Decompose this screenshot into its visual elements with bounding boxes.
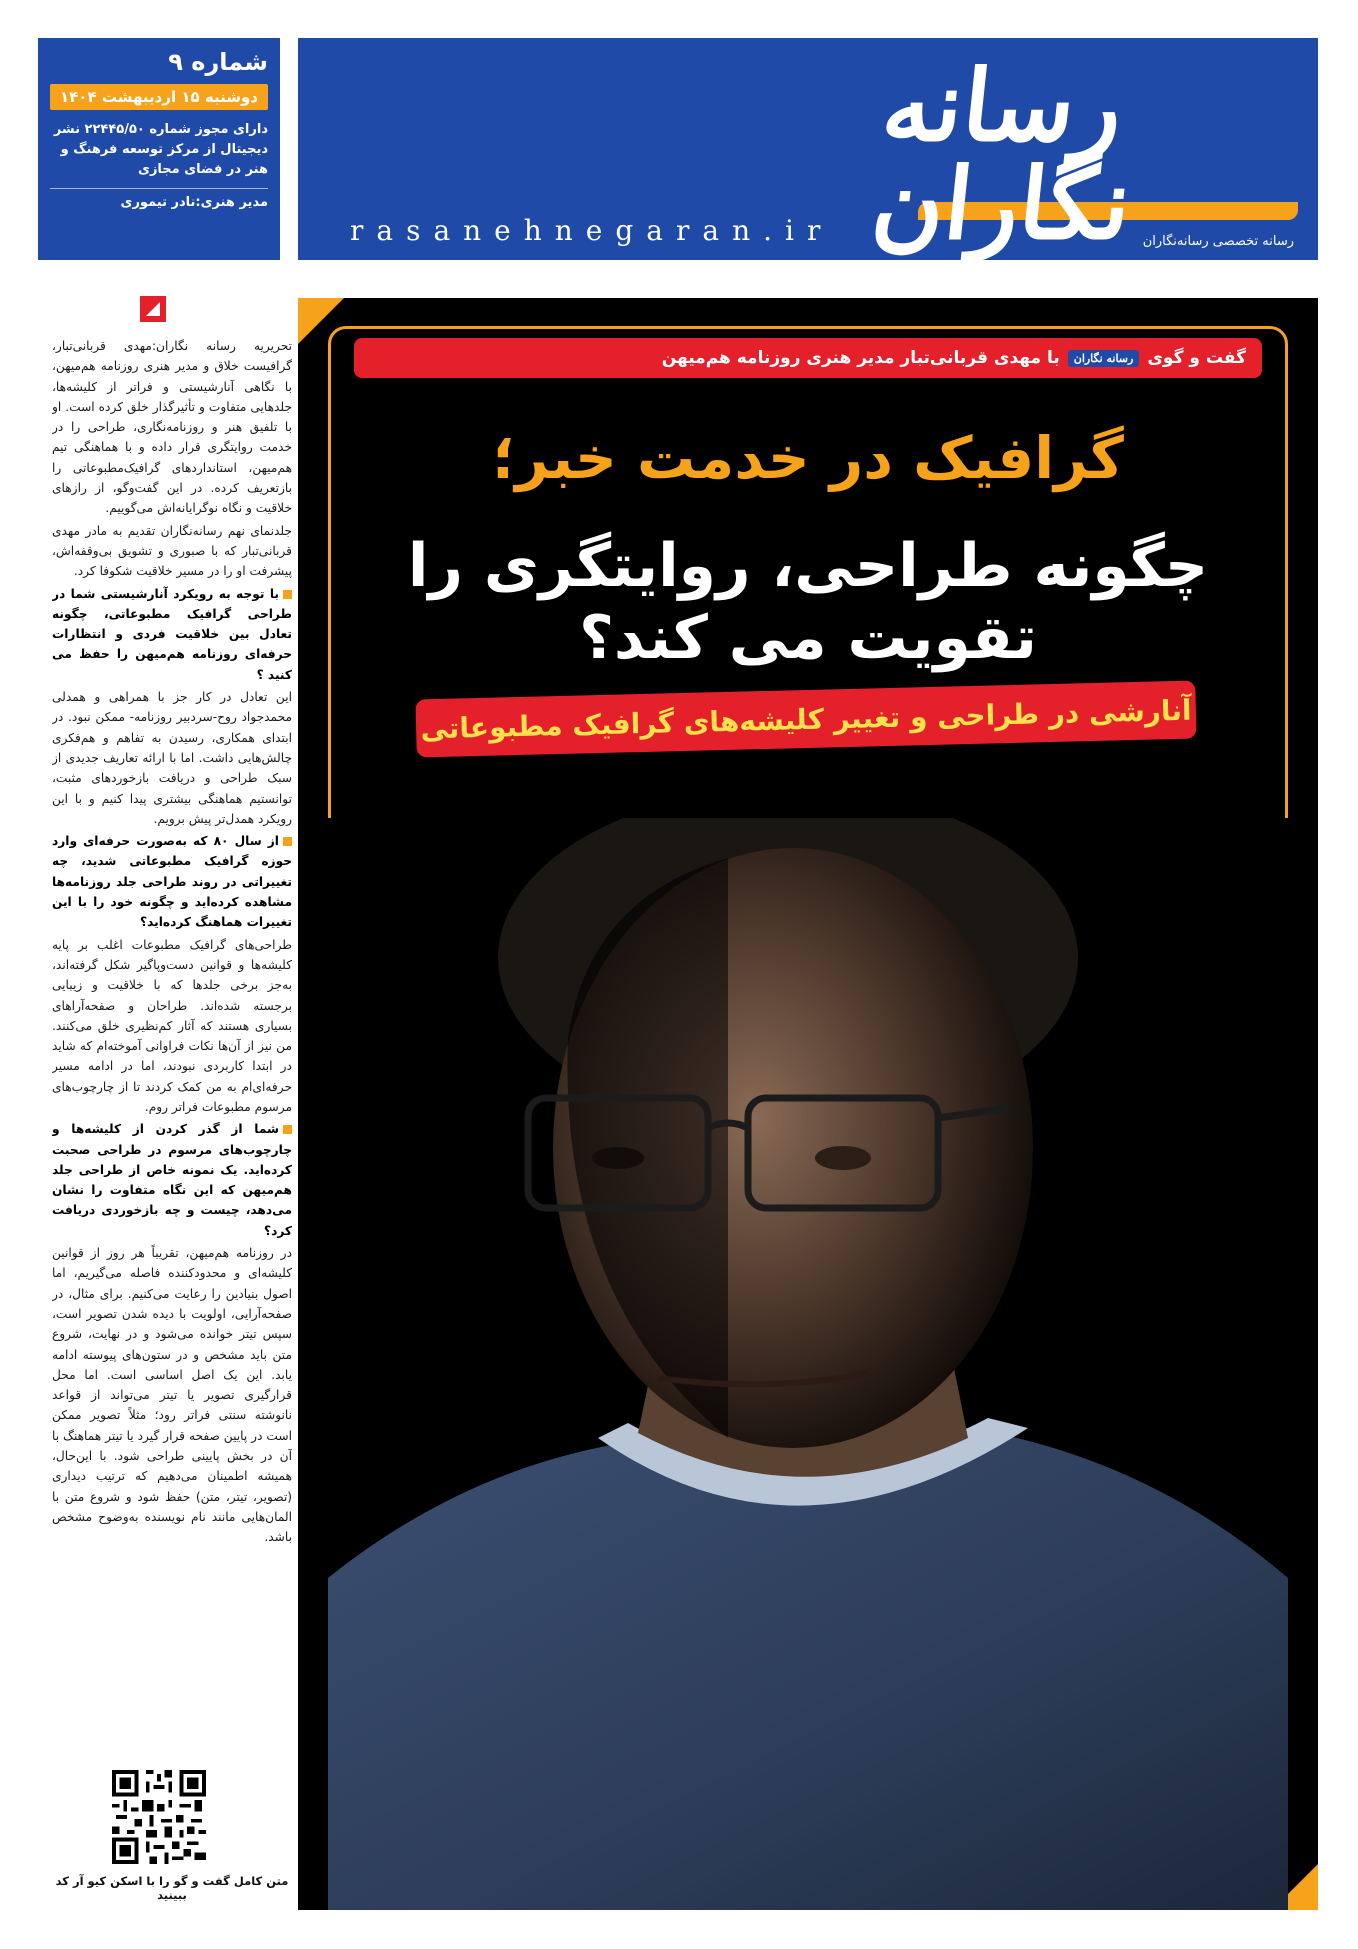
kicker-text: با مهدی قربانی‌تبار مدیر هنری روزنامه هم‌میهن	[661, 348, 1060, 368]
portrait-image	[328, 818, 1288, 1910]
issue-info-box	[38, 38, 280, 260]
cover-panel	[298, 298, 1318, 1910]
kicker-prefix: گفت و گوی	[1147, 348, 1246, 368]
article-intro: تحریریه رسانه نگاران:مهدی قربانی‌تبار، گرافیست خلاق و مدیر هنری روزنامه هم‌میهن، با نگاهی آنارشیستی و فراتر از کلیشه‌ها، جلدهایی متفاوت و تأثیرگذار خلق کرده است. او با تلفیق هنر و روزنامه‌نگاری، طراحی را در خدمت روایتگری قرار داده و با هماهنگی تیم هم‌میهن، استانداردهای گرافیک‌مطبوعاتی را بازتعریف کرده. در این گفت‌وگو، از رازهای خلاقیت و نگاه نوگرایانه‌اش می‌گوییم.	[52, 339, 292, 516]
site-url[interactable]: rasanehnegaran.ir	[350, 214, 834, 247]
qr-code-icon[interactable]	[112, 1770, 206, 1864]
article-dedication: جلدنمای نهم رسانه‌نگاران تقدیم به مادر مهدی قربانی‌تبار که با صبوری و تشویق بی‌وقفه‌اش، پیشرفت او را در مسیر خلاقیت شکوفا کرد.	[52, 523, 292, 579]
qr-caption: متن کامل گفت و گو را با اسکن کیو آر کد ببینید	[55, 1874, 289, 1902]
question-2: از سال ۸۰ که به‌صورت حرفه‌ای وارد حوزه گرافیک مطبوعاتی شدید، چه تغییراتی در روند طراحی جلد روزنامه‌ها مشاهده کرده‌اید و چگونه خود را با این تغییرات هماهنگ کرده‌اید؟	[52, 831, 292, 932]
masthead	[298, 38, 1318, 260]
issue-license: دارای مجوز شماره ۲۲۴۴۵/۵۰ نشر دیجیتال از مرکز توسعه فرهنگ و هنر در فضای مجازی	[53, 122, 268, 178]
question-3: شما از گذر کردن از کلیشه‌ها و چارچوب‌های مرسوم در طراحی صحبت کرده‌اید. یک نمونه خاص از طراحی جلد هم‌میهن که این نگاه متفاوت را نشان می‌دهد، چیست و چه بازخوردی دریافت کرد؟	[52, 1119, 292, 1241]
column-marker-icon	[140, 296, 166, 322]
issue-date: دوشنبه ۱۵ اردیبهشت ۱۴۰۴	[50, 84, 268, 110]
subhead-banner: آنارشی در طراحی و تغییر کلیشه‌های گرافیک مطبوعاتی	[415, 680, 1196, 757]
logo-tagline: رسانه تخصصی رسانه‌نگاران	[1142, 234, 1294, 249]
kicker-logo: رسانه نگاران	[1068, 350, 1140, 367]
article-column	[52, 336, 292, 1736]
corner-accent	[298, 298, 344, 344]
answer-3: در روزنامه هم‌میهن، تقریباً هر روز از قوانین کلیشه‌ای و محدودکننده فاصله می‌گیریم، اما اصول بنیادین را رعایت می‌کنیم. برای مثال، در صفحه‌آرایی، اولویت با دیده شدن تصویر است، سپس تیتر خوانده می‌شود و در نهایت، شروع متن باید مشخص و در ستون‌های پیوسته ادامه یابد. این یک اصل اساسی است. اما محل قرارگیری تصویر یا تیتر می‌تواند از قواعد نانوشته سنتی فراتر رود؛ مثلاً تصویر ممکن است در پایین صفحه قرار گیرد یا تیتر هماهنگ با آن در بخش پایینی طراحی شود. با این‌حال، همیشه اطمینان می‌دهیم که ترتیب دیداری (تصویر، تیتر، متن) حفظ شود و شروع متن با المان‌هایی مانند نام نویسنده به‌وضوح مشخص باشد.	[52, 1246, 292, 1545]
headline-secondary: چگونه طراحی، روایتگری را تقویت می کند؟	[407, 531, 1209, 673]
answer-1: این تعادل در کار جز با همراهی و همدلی محمدجواد روح-سردبیر روزنامه- ممکن نبود. در ابتدای همکاری، رسیدن به تفاهم و هم‌فکری چالش‌هایی داشت. اما با ارائه تعاریف جدیدی از سبک طراحی و دریافت بازخوردهای مثبت، توانستیم هماهنگی بیشتری پیدا کنیم و با این رویکرد همدل‌تر پیش برویم.	[52, 690, 292, 826]
issue-number: شماره ۹	[168, 48, 268, 76]
question-1: با توجه به رویکرد آنارشیستی شما در طراحی گرافیک مطبوعاتی، چگونه تعادل بین خلاقیت فردی و انتظارات حرفه‌ای روزنامه هم‌میهن را حفظ می کنید ؟	[52, 584, 292, 685]
art-director: مدیر هنری:نادر تیموری	[120, 195, 268, 211]
logo-text: رسانه نگاران	[866, 49, 1137, 262]
headline-primary: گرافیک در خدمت خبر؛	[492, 424, 1124, 492]
answer-2: طراحی‌های گرافیک مطبوعات اغلب بر پایه کلیشه‌ها و قوانین دست‌وپاگیر شکل گرفته‌اند، به‌جز برخی جلدها که با خلاقیت و زیبایی برجسته شده‌اند. طراحان و صفحه‌آراهای بسیاری هستند که آثار کم‌نظیری خلق می‌کنند. من نیز از آن‌ها نکات فراوانی آموخته‌ام که شاید در ابتدا کاربردی نبودند، اما در ادامه مسیر حرفه‌ای‌ام به من کمک کردند تا از چارچوب‌های مرسوم مطبوعات فراتر روم.	[52, 937, 292, 1114]
interview-kicker	[354, 338, 1262, 378]
issue-divider	[50, 188, 268, 189]
